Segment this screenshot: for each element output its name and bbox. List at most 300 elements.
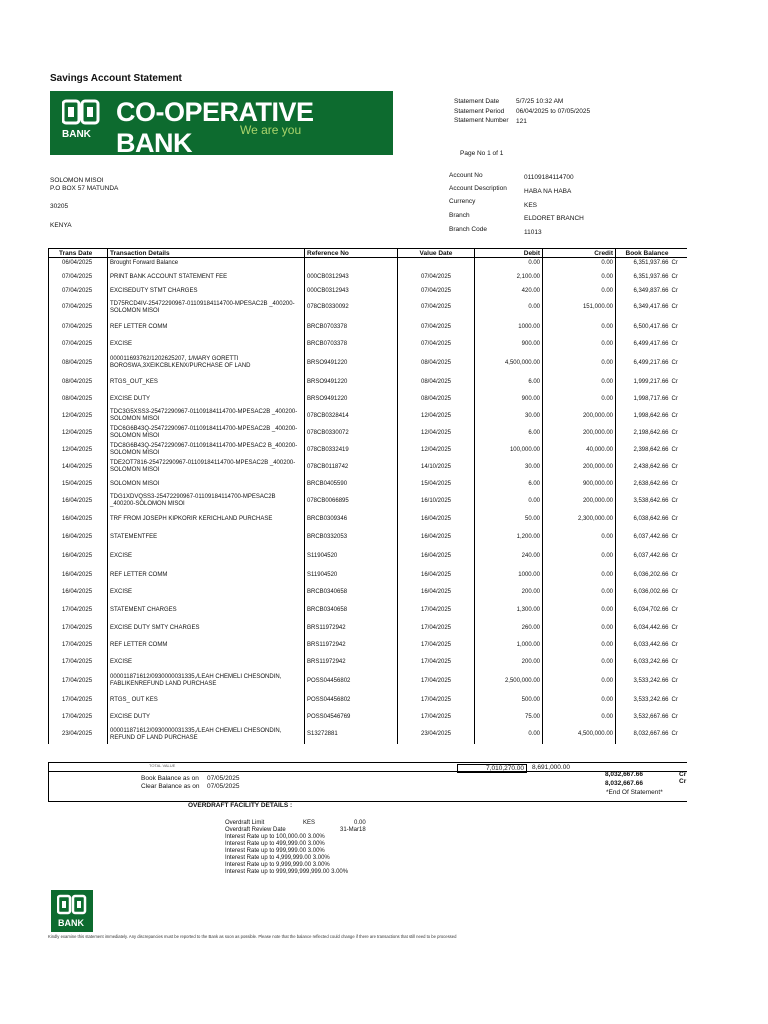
table-row (49, 286, 687, 297)
details-cell: 000011693762/1202625207, 1/MARY GORETTI BOROSWA,3XEIKCBLKENX/PURCHASE OF LAND (108, 353, 305, 374)
details-cell: EXCISE (108, 546, 305, 567)
debit-cell: 0.00 (475, 726, 543, 744)
table-row (49, 459, 687, 476)
reference-cell: BRSO9491220 (305, 391, 398, 408)
balance-cell: 6,033,442.66 (616, 637, 671, 654)
reference-cell: 000CB0312943 (305, 286, 398, 297)
cr-indicator: Cr (671, 731, 678, 737)
table-row (49, 510, 687, 529)
customer-country: KENYA (50, 222, 72, 229)
value-date-cell (398, 258, 475, 269)
cr-indicator: Cr (671, 480, 678, 487)
trans-date-cell: 17/04/2025 (49, 671, 108, 692)
trans-date-cell: 07/04/2025 (49, 269, 108, 286)
table-row (49, 567, 687, 584)
cr-indicator: Cr (671, 571, 678, 578)
trans-date-cell: 17/04/2025 (49, 620, 108, 637)
table-row (49, 493, 687, 510)
trans-date-cell: 08/04/2025 (49, 353, 108, 374)
trans-date-cell: 17/04/2025 (49, 654, 108, 671)
debit-cell: 0.00 (475, 297, 543, 319)
debit-cell: 1000.00 (475, 319, 543, 336)
debit-cell: 900.00 (475, 391, 543, 408)
reference-cell: BRCB0340658 (305, 601, 398, 620)
interest-rate-line: Interest Rate up to 999,999.00 3.00% (225, 848, 325, 854)
credit-cell: 0.00 (543, 319, 616, 336)
credit-cell: 0.00 (543, 620, 616, 637)
overdraft-title: OVERDRAFT FACILITY DETAILS : (188, 802, 293, 809)
table-row (49, 671, 687, 692)
debit-cell: 0.00 (475, 258, 543, 269)
overdraft-review-label: Overdraft Review Date (225, 827, 286, 833)
trans-date-cell: 07/04/2025 (49, 336, 108, 353)
credit-cell: 0.00 (543, 584, 616, 601)
cr-indicator: Cr (671, 446, 678, 453)
reference-cell: 000CB0312943 (305, 269, 398, 286)
value-date-cell: 17/04/2025 (398, 709, 475, 726)
statement-period-value: 06/04/2025 to 07/05/2025 (516, 108, 591, 115)
details-cell: EXCISE DUTY (108, 391, 305, 408)
debit-cell: 30.00 (475, 408, 543, 425)
account-desc-label: Account Description (449, 185, 507, 192)
balance-cell: 6,499,417.66 (616, 336, 671, 353)
branch-value: ELDORET BRANCH (524, 215, 584, 222)
cr-indicator: Cr (671, 340, 678, 347)
clear-balance-value: 8,032,667.66 (605, 780, 643, 787)
reference-cell: BRS11972942 (305, 654, 398, 671)
debit-cell: 1,000.00 (475, 637, 543, 654)
coop-small-logo-icon (57, 894, 87, 916)
branch-code-value: 11013 (524, 229, 542, 236)
cr-indicator: Cr (671, 552, 678, 559)
value-date-cell: 12/04/2025 (398, 425, 475, 442)
cr-indicator: Cr (671, 497, 678, 504)
col-header-details: Transaction Details (108, 249, 305, 258)
reference-cell: BRCB0703378 (305, 319, 398, 336)
credit-cell: 0.00 (543, 671, 616, 692)
debit-cell: 200.00 (475, 584, 543, 601)
reference-cell: POSS04456802 (305, 671, 398, 692)
cr-indicator: Cr (671, 429, 678, 436)
details-cell: TDC8G6B43Q-25472290967-01109184114700-MPESAC2 B_400200-SOLOMON MISOI (108, 442, 305, 459)
balance-cell: 6,038,642.66 (616, 510, 671, 529)
total-value-label: TOTAL VALUE (149, 763, 176, 768)
reference-cell: 078CB0066895 (305, 493, 398, 510)
table-row (49, 726, 687, 744)
credit-cell: 200,000.00 (543, 493, 616, 510)
debit-cell: 100,000.00 (475, 442, 543, 459)
debit-cell: 1,200.00 (475, 529, 543, 546)
value-date-cell: 07/04/2025 (398, 319, 475, 336)
details-cell: PRINT BANK ACCOUNT STATEMENT FEE (108, 269, 305, 286)
balance-cell: 6,033,242.66 (616, 654, 671, 671)
balance-cell: 3,538,642.66 (616, 493, 671, 510)
account-desc-value: HABA NA HABA (524, 188, 572, 195)
details-cell: REF LETTER COMM (108, 637, 305, 654)
col-header-value-date: Value Date (398, 249, 475, 258)
value-date-cell: 07/04/2025 (398, 286, 475, 297)
cr-indicator: Cr (671, 359, 678, 366)
debit-cell: 240.00 (475, 546, 543, 567)
table-row (49, 709, 687, 726)
account-no-value: 01109184114700 (524, 174, 574, 181)
reference-cell: BRSO9491220 (305, 374, 398, 391)
value-date-cell: 16/10/2025 (398, 493, 475, 510)
table-row (49, 297, 687, 319)
value-date-cell: 07/04/2025 (398, 297, 475, 319)
balance-cell: 6,036,202.66 (616, 567, 671, 584)
table-row (49, 269, 687, 286)
details-cell: 000011871612/0930000031335,/LEAH CHEMELI CHESONDIN, REFUND OF LAND PURCHASE (108, 726, 305, 744)
cr-indicator: Cr (671, 259, 678, 266)
cr-indicator: Cr (671, 588, 678, 595)
value-date-cell: 08/04/2025 (398, 374, 475, 391)
balance-cell: 6,349,417.66 (616, 297, 671, 319)
balance-cell: 3,533,242.66 (616, 671, 671, 692)
cr-indicator: Cr (671, 677, 678, 684)
trans-date-cell: 14/04/2025 (49, 459, 108, 476)
table-row (49, 654, 687, 671)
credit-cell: 200,000.00 (543, 408, 616, 425)
trans-date-cell: 23/04/2025 (49, 726, 108, 744)
table-row (49, 637, 687, 654)
table-row (49, 692, 687, 709)
balance-cell: 6,037,442.66 (616, 529, 671, 546)
interest-rate-line: Interest Rate up to 499,999.00 3.00% (225, 841, 325, 847)
credit-cell: 0.00 (543, 269, 616, 286)
value-date-cell: 08/04/2025 (398, 391, 475, 408)
credit-cell: 2,300,000.00 (543, 510, 616, 529)
value-date-cell: 17/04/2025 (398, 654, 475, 671)
reference-cell: BRCB0309346 (305, 510, 398, 529)
statement-title: Savings Account Statement (50, 73, 182, 84)
trans-date-cell: 07/04/2025 (49, 319, 108, 336)
details-cell: 000011871612/0930000031335,/LEAH CHEMELI CHESONDIN, FABLIKENREFUND LAND PURCHASE (108, 671, 305, 692)
reference-cell: BRCB0703378 (305, 336, 398, 353)
book-balance-value: 8,032,667.66 (605, 771, 643, 778)
interest-rate-line: Interest Rate up to 4,999,999.00 3.00% (225, 855, 330, 861)
bank-name: CO-OPERATIVE BANK (116, 97, 314, 158)
details-cell: EXCISE (108, 654, 305, 671)
reference-cell: S11904520 (305, 567, 398, 584)
balance-cell: 6,500,417.66 (616, 319, 671, 336)
reference-cell: BRCB0340658 (305, 584, 398, 601)
overdraft-review-value: 31-Mar18 (340, 827, 366, 833)
trans-date-cell: 16/04/2025 (49, 546, 108, 567)
debit-cell: 1,300.00 (475, 601, 543, 620)
interest-rate-line: Interest Rate up to 9,999,999.00 3.00% (225, 862, 330, 868)
reference-cell: 078CB0330072 (305, 425, 398, 442)
balance-cell: 6,351,937.66 (616, 258, 671, 269)
details-cell: Brought Forward Balance (108, 258, 305, 269)
cr-indicator: Cr (671, 463, 678, 470)
reference-cell: S13272881 (305, 726, 398, 744)
trans-date-cell: 12/04/2025 (49, 408, 108, 425)
end-of-statement: *End Of Statement* (606, 789, 663, 796)
value-date-cell: 07/04/2025 (398, 336, 475, 353)
value-date-cell: 15/04/2025 (398, 476, 475, 493)
details-cell: TDC6G6B43Q-25472290967-01109184114700-MPESAC2B _400200-SOLOMON MISOI (108, 425, 305, 442)
credit-cell: 151,000.00 (543, 297, 616, 319)
trans-date-cell: 17/04/2025 (49, 637, 108, 654)
details-cell: SOLOMON MISOI (108, 476, 305, 493)
value-date-cell: 14/10/2025 (398, 459, 475, 476)
table-row (49, 374, 687, 391)
cr-indicator: Cr (671, 323, 678, 330)
value-date-cell: 17/04/2025 (398, 601, 475, 620)
col-header-cr (671, 249, 687, 258)
cr-indicator: Cr (671, 658, 678, 665)
value-date-cell: 23/04/2025 (398, 726, 475, 744)
details-cell: TD75RCD4IV-25472290967-01109184114700-MPESAC2B _400200-SOLOMON MISOI (108, 297, 305, 319)
table-row (49, 584, 687, 601)
details-cell: RTGS_OUT_KES (108, 374, 305, 391)
value-date-cell: 12/04/2025 (398, 408, 475, 425)
col-header-reference: Reference No (305, 249, 398, 258)
trans-date-cell: 17/04/2025 (49, 692, 108, 709)
credit-cell: 0.00 (543, 637, 616, 654)
reference-cell: POSS04456802 (305, 692, 398, 709)
cr-indicator: Cr (671, 533, 678, 540)
details-cell: TDE2OT7816-25472290967-01109184114700-MPESAC2B _400200-SOLOMON MISOI (108, 459, 305, 476)
total-debit: 7,010,270.00 (457, 764, 527, 773)
credit-cell: 0.00 (543, 601, 616, 620)
credit-cell: 0.00 (543, 336, 616, 353)
table-row (49, 601, 687, 620)
reference-cell: 078CB0118742 (305, 459, 398, 476)
balance-cell: 2,638,642.66 (616, 476, 671, 493)
debit-cell: 420.00 (475, 286, 543, 297)
debit-cell: 900.00 (475, 336, 543, 353)
reference-cell: BRS11972942 (305, 637, 398, 654)
reference-cell: S11904520 (305, 546, 398, 567)
cr-indicator: Cr (671, 515, 678, 522)
cr-indicator: Cr (671, 273, 678, 280)
currency-value: KES (524, 202, 538, 209)
value-date-cell: 17/04/2025 (398, 620, 475, 637)
customer-box: P.O BOX 57 MATUNDA (50, 185, 119, 192)
statement-period-label: Statement Period (454, 108, 505, 115)
trans-date-cell: 07/04/2025 (49, 297, 108, 319)
details-cell: STATEMENT CHARGES (108, 601, 305, 620)
credit-cell: 0.00 (543, 258, 616, 269)
debit-cell: 4,500,000.00 (475, 353, 543, 374)
credit-cell: 0.00 (543, 546, 616, 567)
table-row (49, 620, 687, 637)
account-no-label: Account No (449, 172, 483, 179)
table-row (49, 336, 687, 353)
bank-logo-label: BANK (62, 129, 91, 140)
value-date-cell: 16/04/2025 (398, 567, 475, 584)
balance-cell: 6,499,217.66 (616, 353, 671, 374)
details-cell: RTGS_ OUT KES (108, 692, 305, 709)
totals-block (48, 762, 687, 802)
value-date-cell: 08/04/2025 (398, 353, 475, 374)
debit-cell: 1000.00 (475, 567, 543, 584)
balance-cell: 1,999,217.66 (616, 374, 671, 391)
clear-balance-date: 07/05/2025 (207, 783, 240, 790)
credit-cell: 0.00 (543, 529, 616, 546)
cr-indicator: Cr (671, 378, 678, 385)
value-date-cell: 16/04/2025 (398, 529, 475, 546)
balance-cell: 6,349,837.66 (616, 286, 671, 297)
customer-name: SOLOMON MISOI (50, 177, 104, 184)
branch-label: Branch (449, 212, 470, 219)
details-cell: REF LETTER COMM (108, 319, 305, 336)
transactions-table (48, 248, 687, 744)
cr-indicator: Cr (671, 304, 678, 310)
trans-date-cell: 16/04/2025 (49, 493, 108, 510)
value-date-cell: 07/04/2025 (398, 269, 475, 286)
table-row (49, 442, 687, 459)
reference-cell: POSS04546769 (305, 709, 398, 726)
reference-cell: BRCB0332053 (305, 529, 398, 546)
col-header-book-balance: Book Balance (616, 249, 671, 258)
col-header-trans-date: Trans Date (49, 249, 108, 258)
col-header-debit: Debit (475, 249, 543, 258)
statement-number-label: Statement Number (454, 117, 509, 124)
debit-cell: 2,500,000.00 (475, 671, 543, 692)
credit-cell: 0.00 (543, 654, 616, 671)
cr-indicator: Cr (671, 395, 678, 402)
trans-date-cell: 17/04/2025 (49, 709, 108, 726)
cr-indicator: Cr (671, 412, 678, 419)
details-cell: EXCISE (108, 584, 305, 601)
branch-code-label: Branch Code (449, 226, 487, 233)
credit-cell: 0.00 (543, 692, 616, 709)
balance-cell: 6,036,002.66 (616, 584, 671, 601)
table-row (49, 408, 687, 425)
balance-cell: 1,998,642.66 (616, 408, 671, 425)
trans-date-cell: 08/04/2025 (49, 391, 108, 408)
debit-cell: 2,100.00 (475, 269, 543, 286)
total-credit: 8,691,000.00 (529, 764, 602, 772)
details-cell: TRF FROM JOSEPH KIPKORIR KERICHLAND PURCHASE (108, 510, 305, 529)
balance-cell: 6,034,442.66 (616, 620, 671, 637)
balance-cell: 2,438,642.66 (616, 459, 671, 476)
table-row (49, 476, 687, 493)
debit-cell: 30.00 (475, 459, 543, 476)
credit-cell: 200,000.00 (543, 459, 616, 476)
table-row (49, 319, 687, 336)
credit-cell: 0.00 (543, 391, 616, 408)
book-balance-label: Book Balance as on (141, 775, 199, 782)
balance-cell: 2,198,642.66 (616, 425, 671, 442)
trans-date-cell: 17/04/2025 (49, 601, 108, 620)
credit-cell: 0.00 (543, 286, 616, 297)
details-cell: STATEMENTFEE (108, 529, 305, 546)
details-cell: EXCISEDUTY STMT CHARGES (108, 286, 305, 297)
cr-indicator: Cr (671, 606, 678, 613)
cr-indicator: Cr (671, 641, 678, 648)
overdraft-limit-currency: KES (303, 820, 316, 826)
footer-bank-logo (51, 890, 93, 932)
clear-balance-label: Clear Balance as on (141, 783, 200, 790)
overdraft-limit-value: 0.00 (354, 820, 366, 826)
reference-cell: BRCB0405590 (305, 476, 398, 493)
reference-cell: 078CB0328414 (305, 408, 398, 425)
trans-date-cell: 06/04/2025 (49, 258, 108, 269)
bank-logo-banner (50, 91, 393, 158)
balance-cell: 3,532,667.66 (616, 709, 671, 726)
disclaimer-text: Kindly examine this statement immediately. Any discrepancies must be reported to the Bank as soon as possible. Please note that the balance reflected could change if there are transactions that still need to be processed (48, 934, 457, 939)
debit-cell: 6.00 (475, 374, 543, 391)
statement-number-value: 121 (516, 118, 527, 125)
debit-cell: 50.00 (475, 510, 543, 529)
details-cell: EXCISE (108, 336, 305, 353)
value-date-cell: 17/04/2025 (398, 637, 475, 654)
details-cell: TDG1XDVQSS3-25472290967-01109184114700-MPESAC2B _400200-SOLOMON MISOI (108, 493, 305, 510)
trans-date-cell: 16/04/2025 (49, 510, 108, 529)
cr-indicator: Cr (671, 713, 678, 720)
value-date-cell: 12/04/2025 (398, 442, 475, 459)
details-cell: TDC3G5XSS3-25472290967-01109184114700-MPESAC2B _400200-SOLOMON MISOI (108, 408, 305, 425)
trans-date-cell: 07/04/2025 (49, 286, 108, 297)
reference-cell: BRSO9491220 (305, 353, 398, 374)
credit-cell: 900,000.00 (543, 476, 616, 493)
customer-postal: 30205 (50, 203, 69, 210)
credit-cell: 0.00 (543, 709, 616, 726)
debit-cell: 75.00 (475, 709, 543, 726)
cr-indicator: Cr (671, 287, 678, 294)
cr-indicator: Cr (671, 624, 678, 631)
credit-cell: 4,500,000.00 (543, 726, 616, 744)
trans-date-cell: 12/04/2025 (49, 442, 108, 459)
interest-rate-line: Interest Rate up to 999,999,999,999.00 3.00% (225, 869, 349, 875)
table-row (49, 425, 687, 442)
trans-date-cell: 15/04/2025 (49, 476, 108, 493)
statement-date-value: 5/7/25 10:32 AM (516, 98, 564, 105)
table-row (49, 391, 687, 408)
value-date-cell: 16/04/2025 (398, 510, 475, 529)
table-row (49, 258, 687, 269)
credit-cell: 0.00 (543, 567, 616, 584)
debit-cell: 200.00 (475, 654, 543, 671)
details-cell: EXCISE DUTY SMTY CHARGES (108, 620, 305, 637)
cr-indicator: Cr (671, 696, 678, 703)
credit-cell: 40,000.00 (543, 442, 616, 459)
footer-bank-label: BANK (58, 918, 84, 928)
statement-date-label: Statement Date (454, 98, 500, 105)
debit-cell: 6.00 (475, 476, 543, 493)
value-date-cell: 17/04/2025 (398, 671, 475, 692)
balance-cell: 2,398,642.66 (616, 442, 671, 459)
credit-cell: 0.00 (543, 353, 616, 374)
bank-tagline: We are you (240, 123, 302, 137)
balance-cell: 1,998,717.66 (616, 391, 671, 408)
reference-cell: 078CB0332419 (305, 442, 398, 459)
trans-date-cell: 12/04/2025 (49, 425, 108, 442)
value-date-cell: 16/04/2025 (398, 584, 475, 601)
clear-balance-cr: Cr (679, 778, 687, 785)
credit-cell: 0.00 (543, 374, 616, 391)
balance-cell: 6,351,937.66 (616, 269, 671, 286)
reference-cell: 078CB0330092 (305, 297, 398, 319)
table-row (49, 546, 687, 567)
trans-date-cell: 08/04/2025 (49, 374, 108, 391)
page-number: Page No 1 of 1 (460, 150, 504, 157)
details-cell: EXCISE DUTY (108, 709, 305, 726)
overdraft-limit-label: Overdraft Limit (225, 820, 265, 826)
balance-cell: 8,032,667.66 (616, 726, 671, 744)
table-row (49, 353, 687, 374)
debit-cell: 6.00 (475, 425, 543, 442)
book-balance-cr: Cr (679, 771, 687, 778)
reference-cell (305, 258, 398, 269)
table-header-row (49, 249, 687, 258)
value-date-cell: 16/04/2025 (398, 546, 475, 567)
interest-rate-line: Interest Rate up to 100,000.00 3.00% (225, 834, 325, 840)
